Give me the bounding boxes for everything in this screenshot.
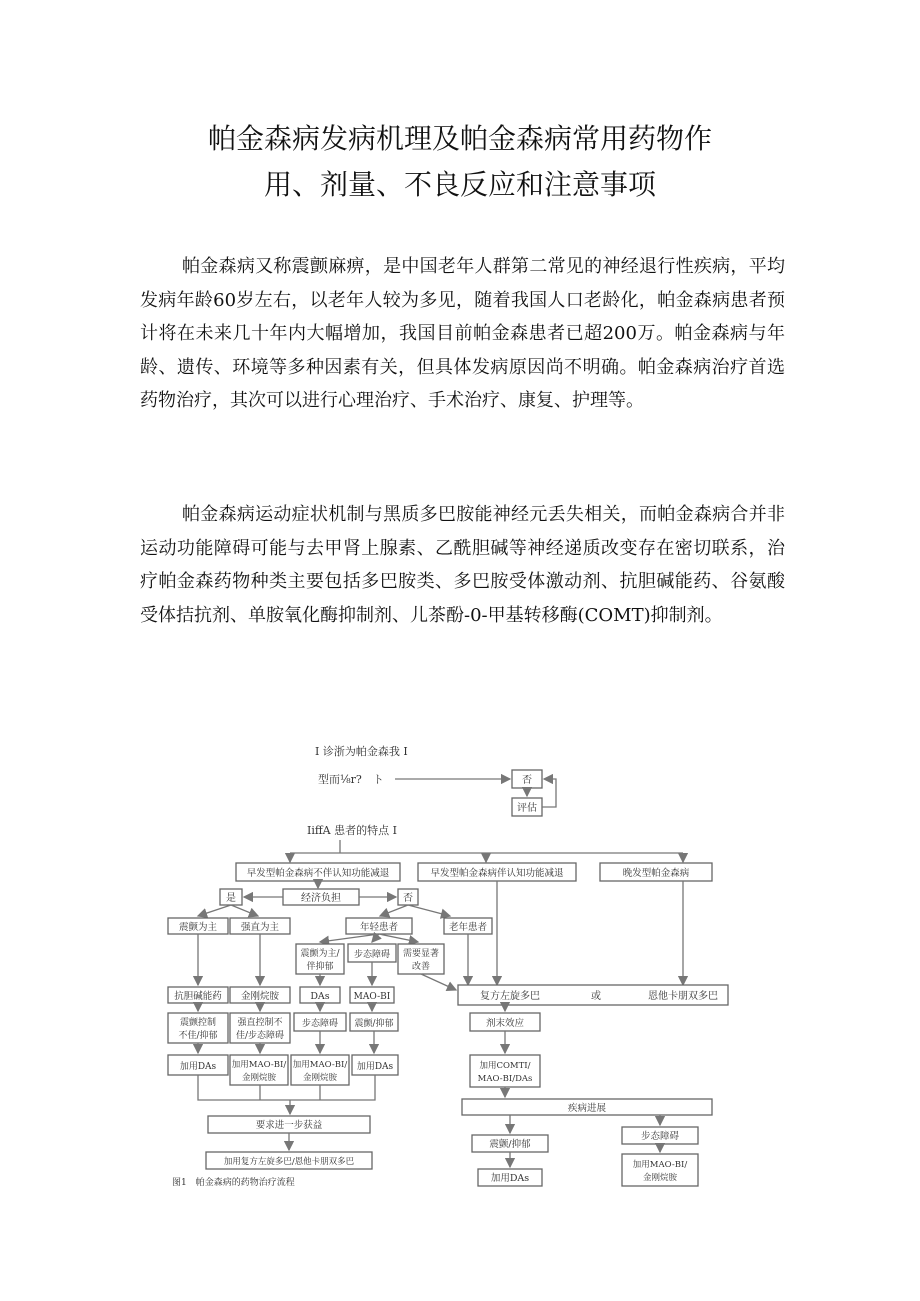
doc-title-line1: 帕金森病发病机理及帕金森病常用药物作 bbox=[207, 122, 712, 155]
figure-caption: 图1 帕金森病的药物治疗流程 bbox=[172, 1178, 295, 1188]
rigid-ctrl-text-2: 佳/步态障碍 bbox=[235, 1031, 285, 1041]
gait-text: 步态障碍 bbox=[353, 950, 391, 960]
das-text: DAs bbox=[310, 991, 330, 1002]
late-onset-text: 晚发型帕金森病 bbox=[622, 868, 690, 879]
or-text: 或 bbox=[591, 991, 601, 1002]
economic-text: 经济负担 bbox=[301, 893, 341, 904]
young-to-tremor-dep bbox=[320, 934, 379, 942]
tremor-depress-text-1: 震颤为主/ bbox=[300, 949, 340, 959]
young-to-improve bbox=[379, 934, 418, 942]
need-improve-text-2: 改善 bbox=[411, 962, 431, 972]
evaluate-text: 评估 bbox=[517, 803, 537, 814]
tremor-ctrl-text-1: 震颤控制 bbox=[179, 1018, 217, 1028]
maob-text: MAO-BI bbox=[353, 992, 391, 1002]
young-text: 年轻患者 bbox=[359, 922, 399, 933]
tremor-depression-2-text: 震颤/抑郁 bbox=[489, 1139, 531, 1150]
paragraph-mechanism: 帕金森病运动症状机制与黑质多巴胺能神经元丢失相关，而帕金森病合并非运动功能障碍可能与去甲肾上腺素、乙酰胆碱等神经递质改变存在密切联系，治疗帕金森药物种类主要包括多巴胺类、多巴胺受体激动剂、抗胆碱能药、谷氨酸受体拮抗剂、单胺氧化酶抑制剂、儿茶酚-0-甲基转移酶(COMT)抑制剂。 bbox=[140, 504, 785, 626]
diagnosis-label: I 诊浙为帕金森我 I bbox=[315, 745, 408, 758]
add-das-text-2: 加用DAs bbox=[356, 1062, 394, 1072]
rigid-ctrl-text-1: 强直控制不 bbox=[237, 1018, 283, 1028]
no-top-text: 否 bbox=[522, 775, 532, 786]
add-maob-3-text-1: 加用MAO-BI/ bbox=[632, 1160, 688, 1170]
anticholinergic-text: 抗胆碱能药 bbox=[174, 991, 222, 1002]
early-no-cog-text: 早发型帕金森病不伴认知功能减退 bbox=[246, 868, 390, 879]
entacapone-text: 恩他卡朋双多巴 bbox=[648, 991, 718, 1002]
tremor-depression-text: 震颤/抑郁 bbox=[354, 1019, 394, 1029]
add-maob-3-text-2: 金刚烷胺 bbox=[642, 1173, 678, 1183]
yes-text: 是 bbox=[226, 893, 236, 904]
add-levodopa-text: 加用复方左旋多巴/恩他卡朋双多巴 bbox=[223, 1157, 355, 1167]
amantadine-text: 金刚烷胺 bbox=[240, 991, 280, 1002]
rigidity-main-text: 强直为主 bbox=[240, 922, 280, 933]
no-text: 否 bbox=[403, 893, 413, 904]
evaluate-loop-arrow bbox=[542, 779, 556, 807]
yes-to-tremor bbox=[198, 905, 231, 916]
tremor-main-text: 震颤为主 bbox=[178, 922, 218, 933]
improve-to-levodopa bbox=[421, 974, 456, 990]
add-das-text: 加用DAs bbox=[179, 1062, 217, 1072]
type-question-label: 型而⅛r? ト bbox=[318, 773, 384, 786]
elderly-text: 老年患者 bbox=[448, 922, 488, 933]
add-maob-text-1b: 金刚烷胺 bbox=[241, 1073, 277, 1083]
no-to-elderly bbox=[408, 905, 450, 916]
add-comt-text-1: 加用COMTI/ bbox=[479, 1061, 531, 1071]
need-improve-text-1: 需要显著 bbox=[402, 949, 440, 959]
tremor-depress-text-2: 伴抑郁 bbox=[306, 962, 334, 972]
yes-to-rigidity bbox=[231, 905, 258, 916]
end-dose-text: 剂末效应 bbox=[485, 1018, 525, 1029]
tremor-ctrl-text-2: 不佳/抑郁 bbox=[178, 1031, 218, 1041]
no-to-young bbox=[380, 905, 408, 916]
add-das-3-text: 加用DAs bbox=[490, 1173, 530, 1184]
gait-disorder-text: 步态障碍 bbox=[301, 1019, 339, 1029]
add-maob-text-1a: 加用MAO-BI/ bbox=[231, 1060, 287, 1070]
patient-features-label: IiffA 患者的特点 I bbox=[307, 824, 397, 837]
add-maob-text-2a: 加用MAO-BI/ bbox=[292, 1060, 348, 1070]
gait-2-text: 步态障碍 bbox=[640, 1131, 680, 1142]
doc-title-line2: 用、剂量、不良反应和注意事项 bbox=[263, 168, 656, 201]
add-maob-text-2b: 金刚烷胺 bbox=[302, 1073, 338, 1083]
early-cog-text: 早发型帕金森病伴认知功能减退 bbox=[430, 868, 564, 879]
progression-text: 疾病进展 bbox=[567, 1103, 607, 1114]
levodopa-text: 复方左旋多巴 bbox=[480, 991, 540, 1002]
paragraph-intro: 帕金森病又称震颤麻痹，是中国老年人群第二常见的神经退行性疾病，平均发病年龄60岁左右，以老年人较为多见，随着我国人口老龄化，帕金森病患者预计将在未来几十年内大幅增加，我国目前帕金森患者已超200万。帕金森病与年龄、遗传、环境等多种因素有关，但具体发病原因尚不明确。帕金森病治疗首选药物治疗，其次可以进行心理治疗、手术治疗、康复、护理等。 bbox=[140, 256, 785, 411]
add-comt-text-2: MAO-BI/DAs bbox=[477, 1074, 533, 1084]
further-benefit-text: 要求进一步获益 bbox=[255, 1120, 323, 1131]
